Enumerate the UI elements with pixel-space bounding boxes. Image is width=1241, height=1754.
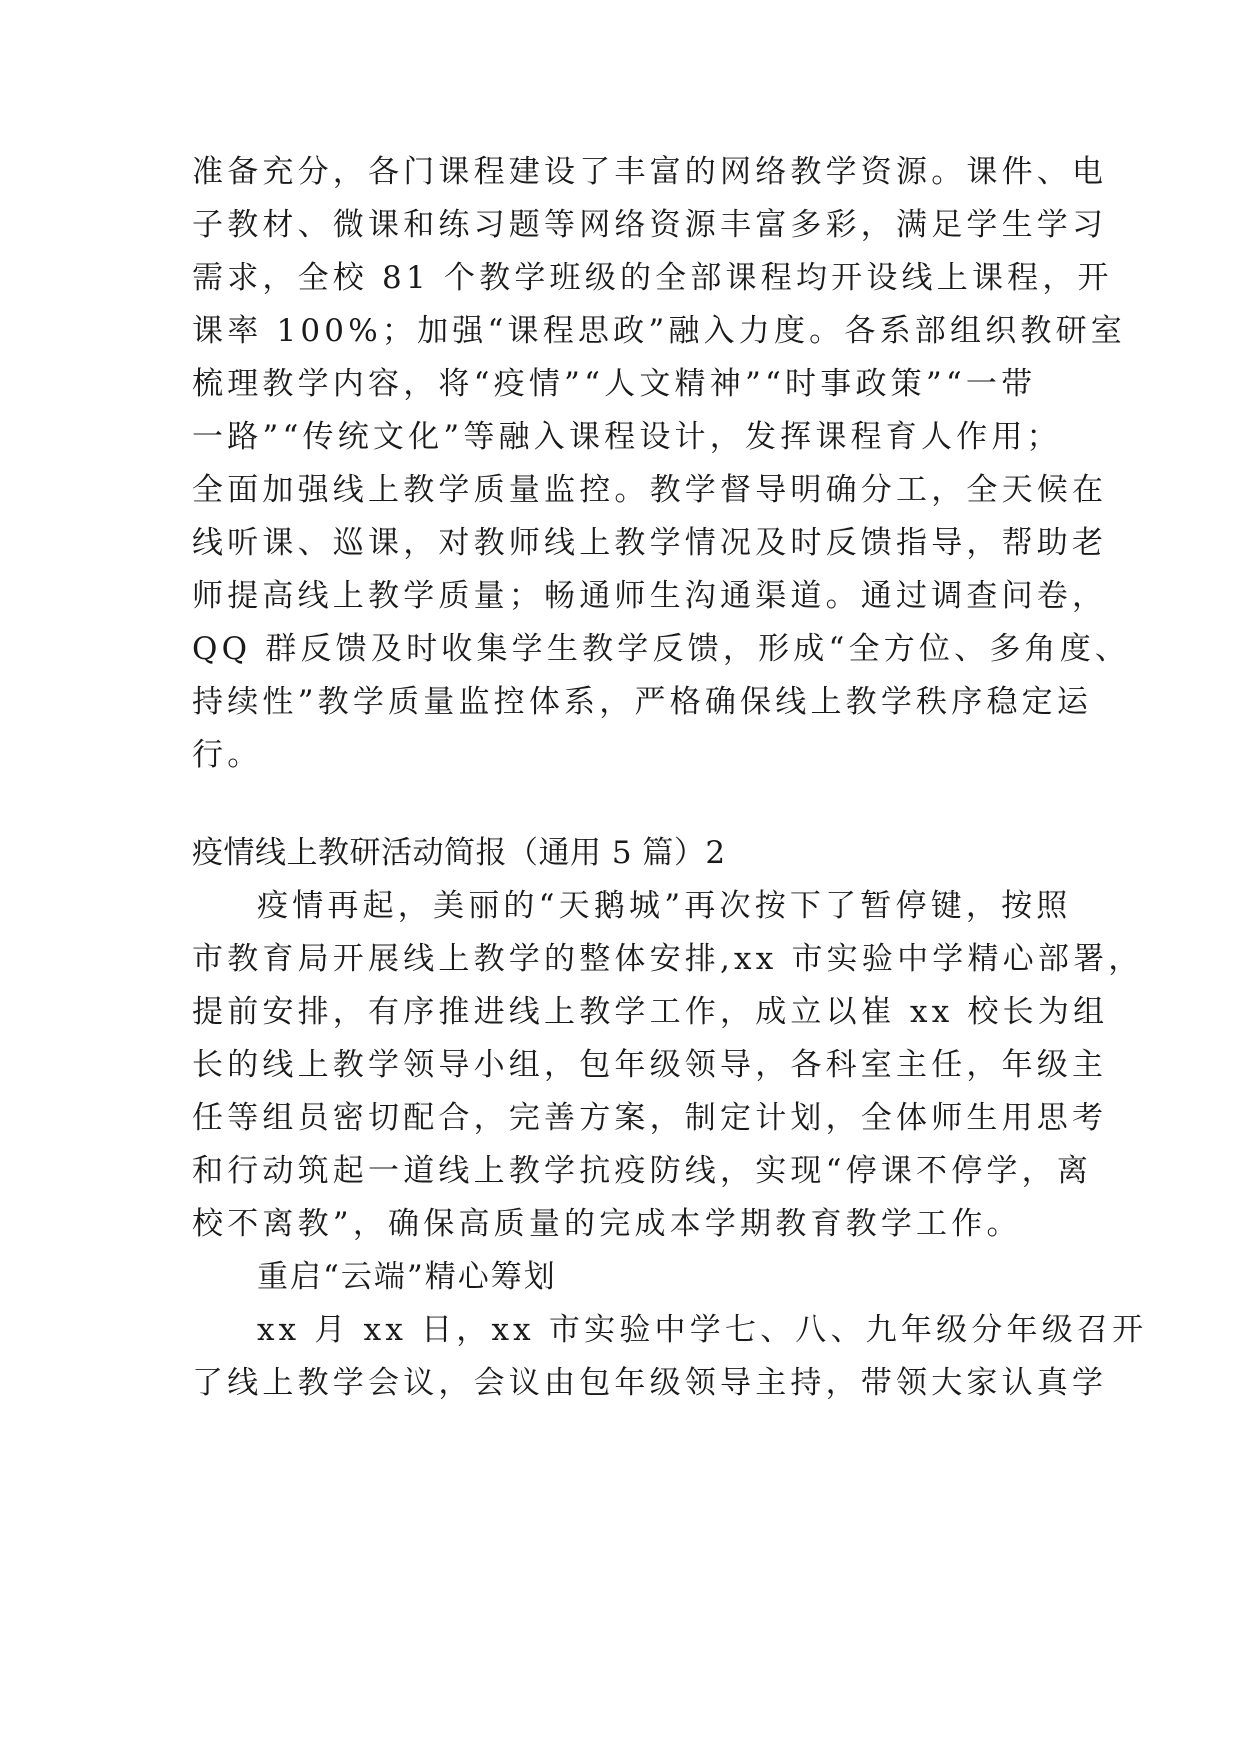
body-line: 需求，全校 81 个教学班级的全部课程均开设线上课程，开 [192,260,1113,296]
body-line: 线听课、巡课，对教师线上教学情况及时反馈指导，帮助老 [192,525,1108,561]
body-line: 校不离教”，确保高质量的完成本学期教育教学工作。 [192,1206,1022,1242]
body-line: QQ 群反馈及时收集学生教学反馈，形成“全方位、多角度、 [192,631,1131,667]
subheading: 重启“云端”精心筹划 [257,1259,557,1295]
body-line: 师提高线上教学质量；畅通师生沟通渠道。通过调查问卷， [192,578,1108,614]
body-line: 和行动筑起一道线上教学抗疫防线，实现“停课不停学，离 [192,1153,1093,1189]
body-line: xx 月 xx 日，xx 市实验中学七、八、九年级分年级召开 [257,1312,1148,1348]
body-line: 持续性”教学质量监控体系，严格确保线上教学秩序稳定运 [192,684,1093,720]
body-line: 任等组员密切配合，完善方案，制定计划，全体师生用思考 [192,1100,1108,1136]
body-line: 提前安排，有序推进线上教学工作，成立以崔 xx 校长为组 [192,994,1109,1030]
body-line: 一路”“传统文化”等融入课程设计，发挥课程育人作用； [192,419,1062,455]
body-line: 市教育局开展线上教学的整体安排,xx 市实验中学精心部署， [192,941,1144,977]
body-line: 课率 100%；加强“课程思政”融入力度。各系部组织教研室 [192,313,1126,349]
body-line: 梳理教学内容，将“疫情”“人文精神”“时事政策”“一带 [192,366,1037,402]
body-line: 了线上教学会议，会议由包年级领导主持，带领大家认真学 [192,1365,1108,1401]
body-line: 疫情再起，美丽的“天鹅城”再次按下了暂停键，按照 [257,888,1072,924]
body-line: 全面加强线上教学质量监控。教学督导明确分工，全天候在 [192,472,1108,508]
body-line: 长的线上教学领导小组，包年级领导，各科室主任，年级主 [192,1047,1108,1083]
body-line: 子教材、微课和练习题等网络资源丰富多彩，满足学生学习 [192,207,1108,243]
section-title: 疫情线上教研活动简报（通用 5 篇）2 [192,835,726,871]
body-line: 准备充分，各门课程建设了丰富的网络教学资源。课件、电 [192,154,1108,190]
body-line: 行。 [192,737,263,773]
